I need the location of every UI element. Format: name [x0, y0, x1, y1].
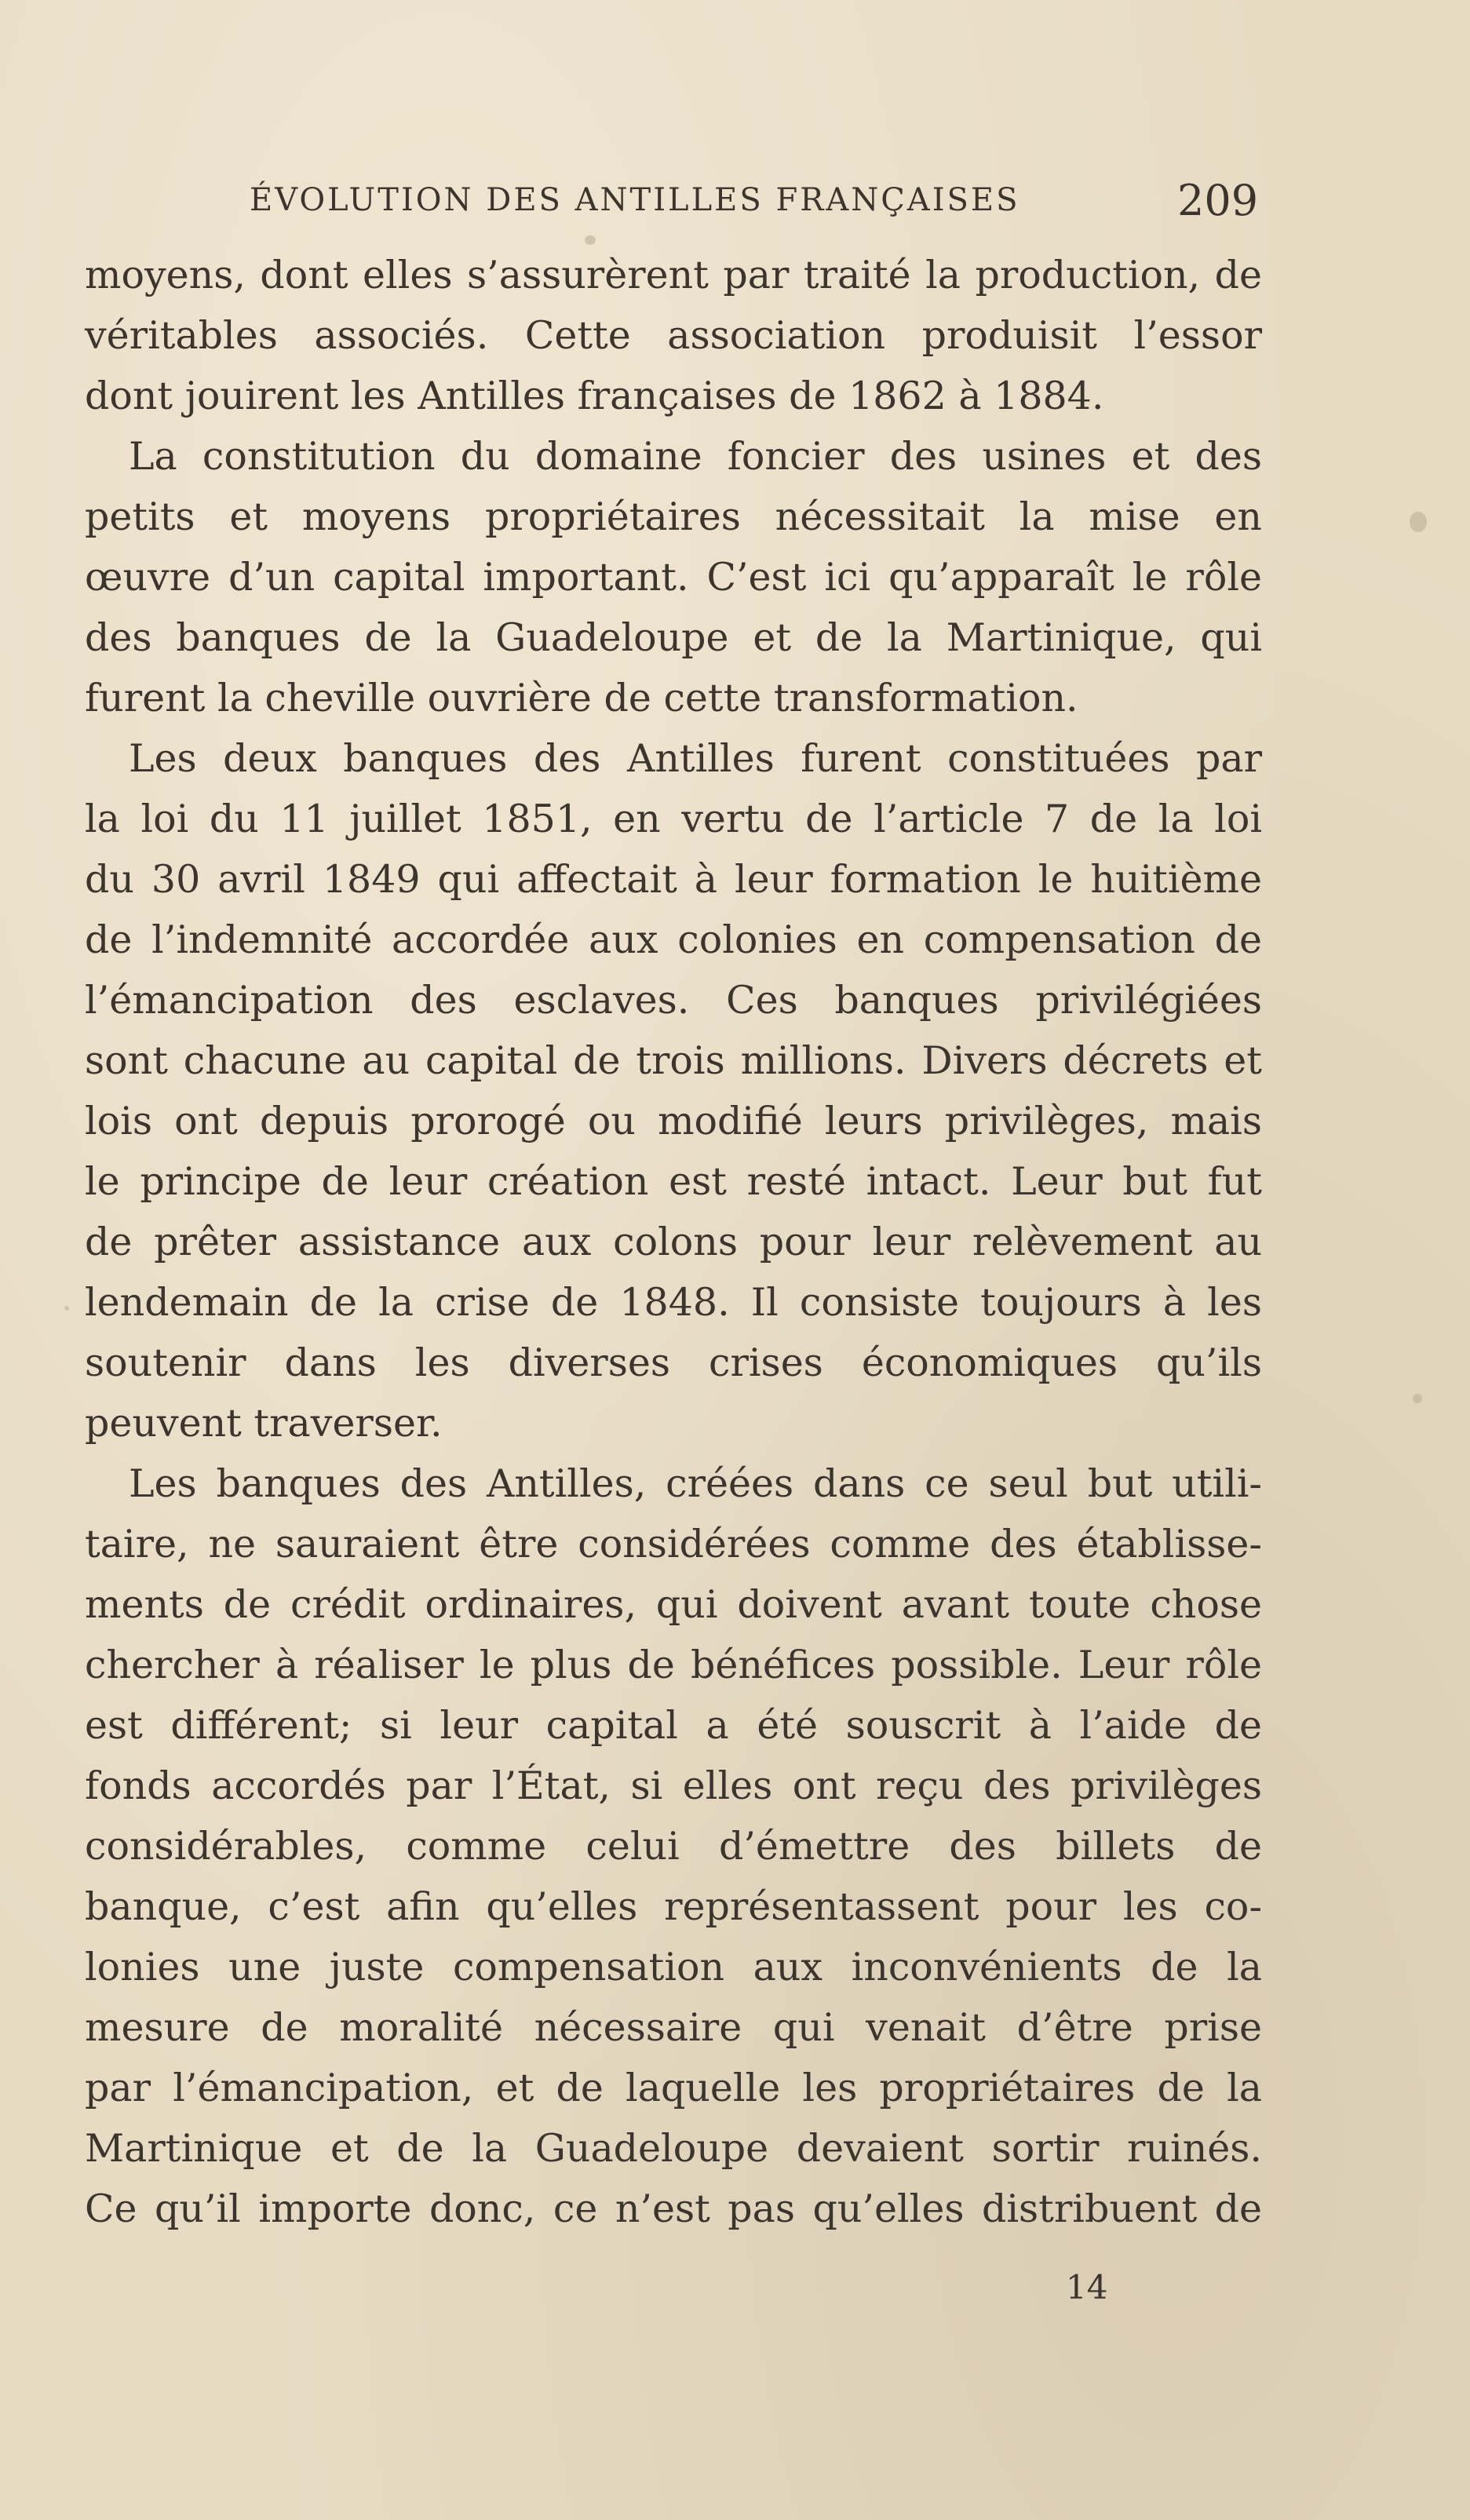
text-line: le principe de leur création est resté intact. Leur but fut — [85, 1159, 1262, 1204]
paper-speck — [1413, 1394, 1422, 1403]
text-line: Les deux banques des Antilles furent constituées par — [129, 736, 1262, 781]
text-line: La constitution du domaine foncier des usines et des — [129, 434, 1262, 479]
text-line: sont chacune au capital de trois millions. Divers décrets et — [85, 1038, 1262, 1083]
text-line: dont jouirent les Antilles françaises de 1862 à 1884. — [85, 374, 1104, 418]
text-line: est différent; si leur capital a été souscrit à l’aide de — [85, 1703, 1262, 1748]
text-line: considérables, comme celui d’émettre des billets de — [85, 1824, 1262, 1869]
text-line: mesure de moralité nécessaire qui venait d’être prise — [85, 2005, 1262, 2050]
text-line: de l’indemnité accordée aux colonies en compensation de — [85, 917, 1262, 962]
text-line: véritables associés. Cette association produisit l’essor — [85, 313, 1262, 358]
text-line: lois ont depuis prorogé ou modifié leurs privilèges, mais — [85, 1099, 1262, 1143]
page-number: 209 — [1177, 176, 1259, 225]
paper-speck — [585, 235, 596, 245]
paper-speck — [1410, 512, 1427, 532]
text-line: chercher à réaliser le plus de bénéfices possible. Leur rôle — [85, 1643, 1262, 1687]
text-line: l’émancipation des esclaves. Ces banques privilégiées — [85, 978, 1262, 1023]
text-line: par l’émancipation, et de laquelle les propriétaires de la — [85, 2066, 1262, 2110]
text-line: banque, c’est afin qu’elles représentassent pour les co- — [85, 1884, 1262, 1929]
text-line: taire, ne sauraient être considérées comme des établisse- — [85, 1522, 1262, 1566]
text-line: fonds accordés par l’État, si elles ont reçu des privilèges — [85, 1763, 1262, 1808]
text-line: lonies une juste compensation aux inconvénients de la — [85, 1945, 1262, 1989]
text-line: du 30 avril 1849 qui affectait à leur formation le huitième — [85, 857, 1262, 902]
text-line: lendemain de la crise de 1848. Il consiste toujours à les — [85, 1280, 1262, 1325]
running-title: ÉVOLUTION DES ANTILLES FRANÇAISES — [250, 182, 1020, 218]
text-line: Martinique et de la Guadeloupe devaient sortir ruinés. — [85, 2126, 1262, 2171]
paper-speck — [64, 1306, 69, 1311]
text-line: petits et moyens propriétaires nécessitait la mise en — [85, 494, 1262, 539]
text-line: la loi du 11 juillet 1851, en vertu de l’article 7 de la loi — [85, 797, 1262, 841]
text-line: furent la cheville ouvrière de cette transformation. — [85, 676, 1078, 720]
text-line: œuvre d’un capital important. C’est ici qu’apparaît le rôle — [85, 555, 1262, 600]
text-line: moyens, dont elles s’assurèrent par traité la production, de — [85, 253, 1262, 297]
page-header — [85, 173, 1278, 228]
text-line: de prêter assistance aux colons pour leur relèvement au — [85, 1220, 1262, 1264]
text-line: des banques de la Guadeloupe et de la Martinique, qui — [85, 615, 1262, 660]
text-line: ments de crédit ordinaires, qui doivent avant toute chose — [85, 1582, 1262, 1627]
signature-mark: 14 — [1066, 2268, 1108, 2307]
text-line: soutenir dans les diverses crises économiques qu’ils — [85, 1340, 1262, 1385]
text-line: peuvent traverser. — [85, 1401, 443, 1446]
text-line: Ce qu’il importe donc, ce n’est pas qu’elles distribuent de — [85, 2186, 1262, 2231]
text-line: Les banques des Antilles, créées dans ce seul but utili- — [129, 1461, 1262, 1506]
